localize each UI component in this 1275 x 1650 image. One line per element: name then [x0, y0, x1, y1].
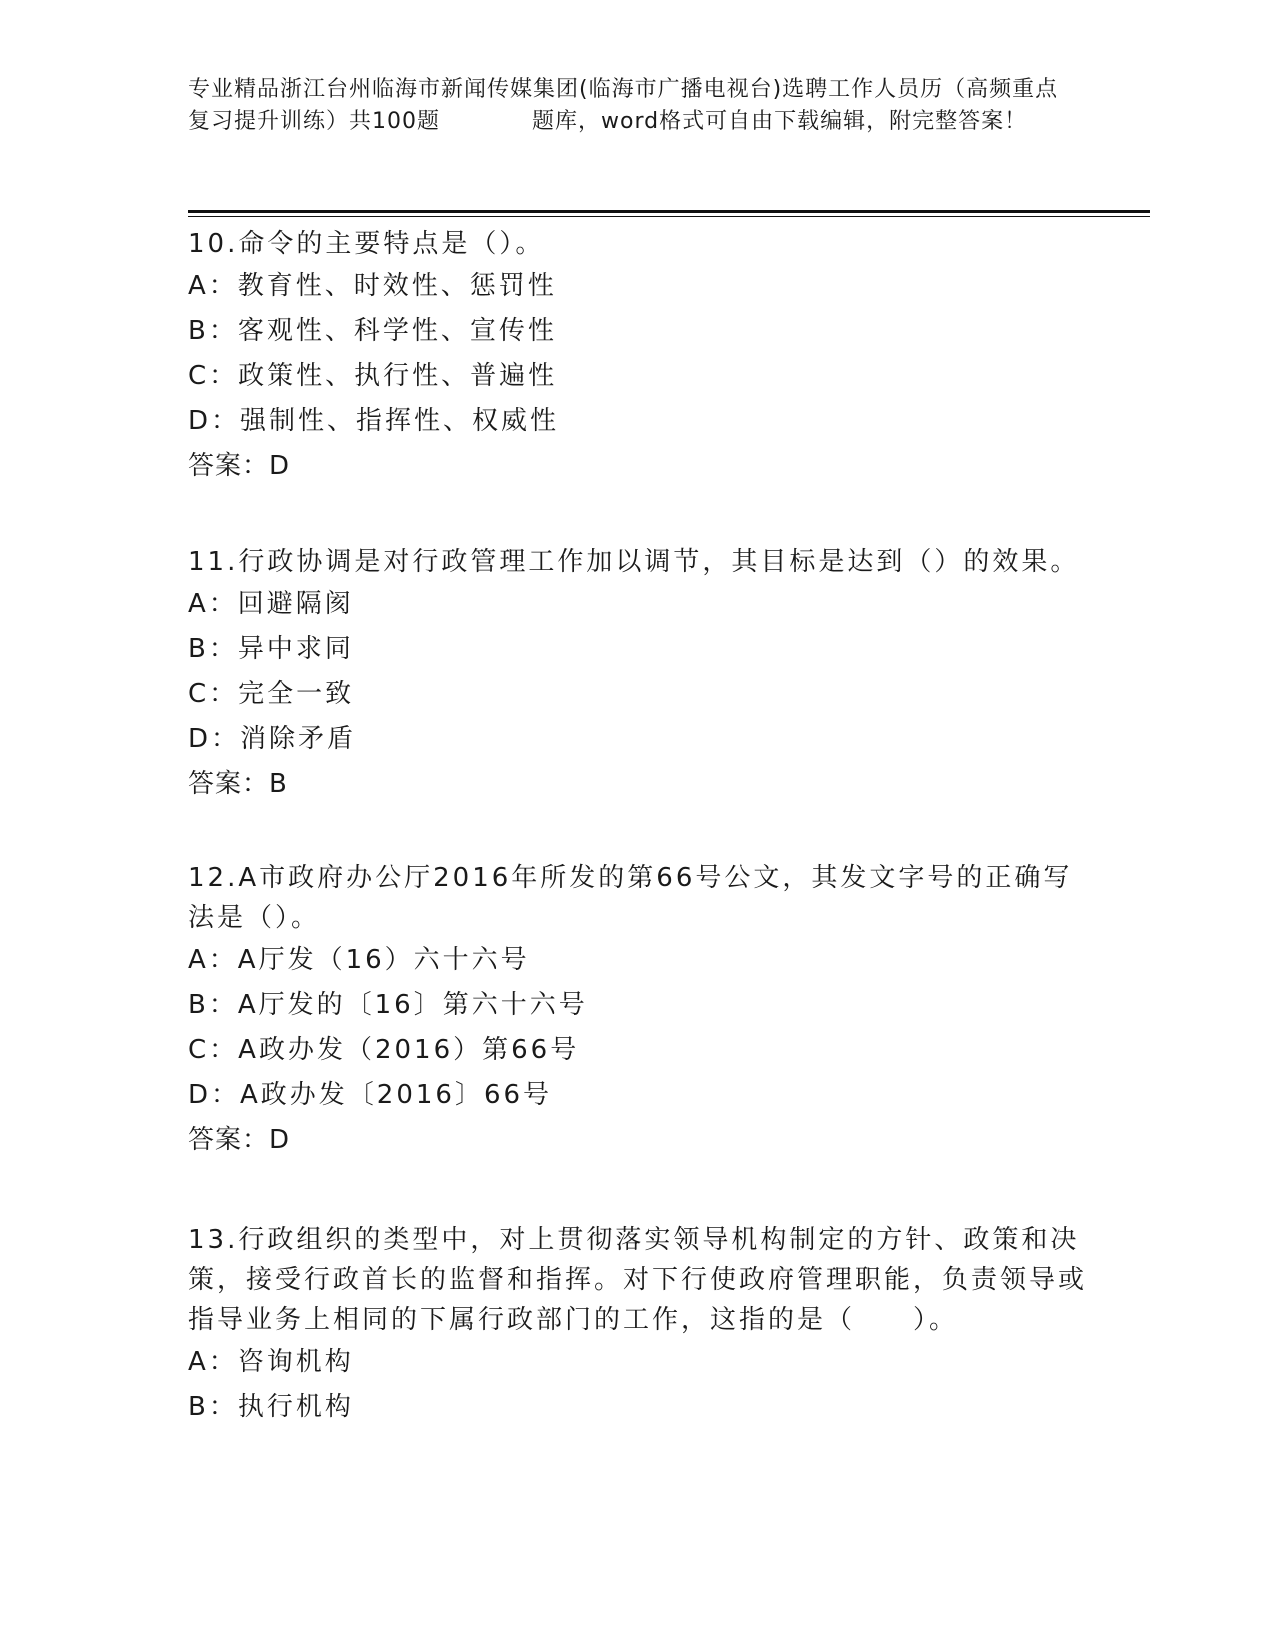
- option-b: B：执行机构: [188, 1392, 354, 1422]
- option-b: B：客观性、科学性、宣传性: [188, 316, 557, 346]
- option-a: A：A厅发（16）六十六号: [188, 945, 530, 975]
- option-b: B：A厅发的〔16〕第六十六号: [188, 990, 588, 1020]
- answer: 答案：B: [188, 769, 288, 799]
- question-stem: 10.命令的主要特点是（）。: [188, 229, 545, 259]
- option-b: B：异中求同: [188, 634, 354, 664]
- question-11: [188, 542, 1088, 807]
- document-header: 专业精品浙江台州临海市新闻传媒集团(临海市广播电视台)选聘工作人员历（高频重点复习提升训练）共100题 题库，word格式可自由下载编辑，附完整答案！: [188, 77, 1059, 134]
- answer: 答案：D: [188, 1125, 291, 1155]
- option-a: A：咨询机构: [188, 1347, 354, 1377]
- option-c: C：政策性、执行性、普遍性: [188, 361, 558, 391]
- header-divider-thick: [188, 210, 1150, 213]
- option-c: C：完全一致: [188, 679, 355, 709]
- question-10: [188, 224, 1088, 489]
- option-a: A：回避隔阂: [188, 589, 354, 619]
- question-13: [188, 1220, 1088, 1430]
- option-d: D：A政办发〔2016〕66号: [188, 1080, 553, 1110]
- option-a: A：教育性、时效性、惩罚性: [188, 271, 557, 301]
- question-stem: 12.A市政府办公厅2016年所发的第66号公文，其发文字号的正确写法是（）。: [188, 863, 1073, 933]
- answer: 答案：D: [188, 451, 291, 481]
- option-d: D：强制性、指挥性、权威性: [188, 406, 560, 436]
- option-d: D：消除矛盾: [188, 724, 357, 754]
- header-divider-thin: [188, 216, 1150, 217]
- question-stem: 11.行政协调是对行政管理工作加以调节，其目标是达到（）的效果。: [188, 547, 1080, 577]
- option-c: C：A政办发（2016）第66号: [188, 1035, 580, 1065]
- question-stem: 13.行政组织的类型中，对上贯彻落实领导机构制定的方针、政策和决策，接受行政首长的监督和指挥。对下行使政府管理职能，负责领导或指导业务上相同的下属行政部门的工作，这指的是（ ）。: [188, 1225, 1088, 1335]
- question-12: [188, 858, 1088, 1163]
